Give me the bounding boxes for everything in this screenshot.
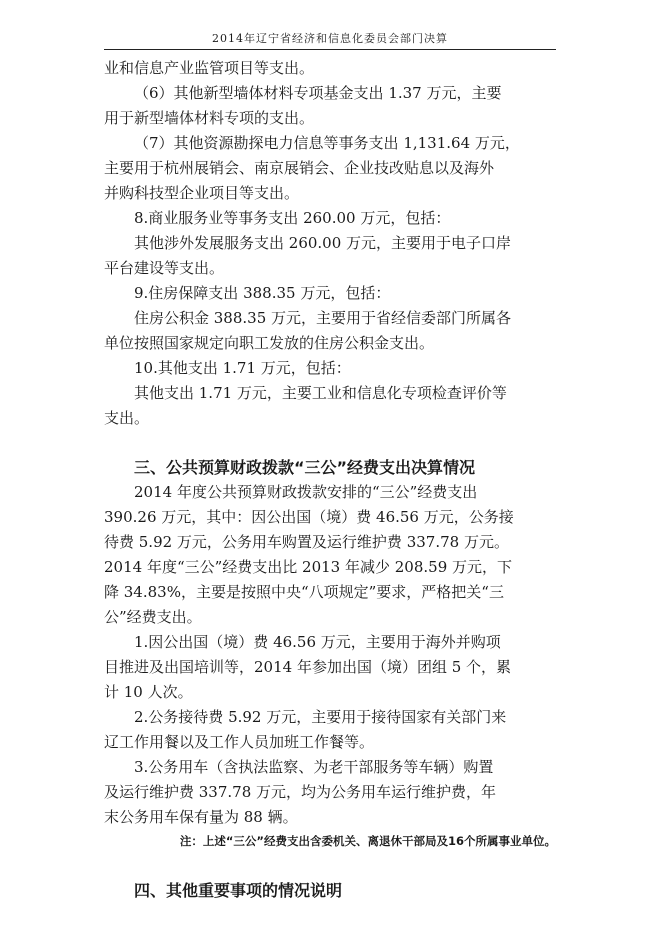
section3-line: 末公务用车保有量为 88 辆。 xyxy=(104,808,298,826)
section-heading-4: 四、其他重要事项的情况说明 xyxy=(134,881,343,900)
section3-line: 2014 年度“三公”经费支出比 2013 年减少 208.59 万元，下 xyxy=(104,558,513,576)
body-line: 其他涉外发展服务支出 260.00 万元，主要用于电子口岸 xyxy=(134,234,512,252)
body-line: （7）其他资源勘探电力信息等事务支出 1,131.64 万元， xyxy=(134,134,520,152)
body-line: 用于新型墙体材料专项的支出。 xyxy=(104,109,315,127)
section3-line: 2014 年度公共预算财政拨款安排的“三公”经费支出 xyxy=(134,483,478,501)
section3-line: 390.26 万元，其中：因公出国（境）费 46.56 万元，公务接 xyxy=(104,508,514,526)
body-line: 8.商业服务业等事务支出 260.00 万元，包括： xyxy=(134,209,451,227)
section3-line: 公”经费支出。 xyxy=(104,608,202,626)
body-line: 支出。 xyxy=(104,409,150,427)
section-heading-3: 三、公共预算财政拨款“三公”经费支出决算情况 xyxy=(134,458,476,477)
body-line: 其他支出 1.71 万元，主要工业和信息化专项检查评价等 xyxy=(134,384,507,402)
section3-line: 及运行维护费 337.78 万元，均为公务用车运行维护费，年 xyxy=(104,783,497,801)
document-body xyxy=(104,56,556,903)
section3-line: 辽工作用餐以及工作人员加班工作餐等。 xyxy=(104,733,375,751)
body-line: 住房公积金 388.35 万元，主要用于省经信委部门所属各 xyxy=(134,309,512,327)
body-line: 主要用于杭州展销会、南京展销会、企业技改贴息以及海外 xyxy=(104,159,495,177)
footnote: 注：上述“三公”经费支出含委机关、离退休干部局及16个所属事业单位。 xyxy=(179,834,556,848)
section3-line: 降 34.83%，主要是按照中央“八项规定”要求，严格把关“三 xyxy=(104,583,504,601)
section3-line: 待费 5.92 万元，公务用车购置及运行维护费 337.78 万元。 xyxy=(104,533,509,551)
body-line: 10.其他支出 1.71 万元，包括： xyxy=(134,359,351,377)
section3-line: 3.公务用车（含执法监察、为老干部服务等车辆）购置 xyxy=(134,758,494,776)
body-line: 业和信息产业监管项目等支出。 xyxy=(104,59,315,77)
body-line: （6）其他新型墙体材料专项基金支出 1.37 万元，主要 xyxy=(134,84,502,102)
header-rule xyxy=(104,49,556,50)
body-line: 并购科技型企业项目等支出。 xyxy=(104,184,300,202)
section3-line: 目推进及出国培训等，2014 年参加出国（境）团组 5 个，累 xyxy=(104,658,512,676)
body-line: 9.住房保障支出 388.35 万元，包括： xyxy=(134,284,391,302)
running-header: 2014年辽宁省经济和信息化委员会部门决算 xyxy=(212,32,448,45)
section3-line: 1.因公出国（境）费 46.56 万元，主要用于海外并购项 xyxy=(134,633,501,651)
body-line: 平台建设等支出。 xyxy=(104,259,225,277)
body-line: 单位按照国家规定向职工发放的住房公积金支出。 xyxy=(104,334,435,352)
section3-line: 2.公务接待费 5.92 万元，主要用于接待国家有关部门来 xyxy=(134,708,507,726)
section3-line: 计 10 人次。 xyxy=(104,683,193,701)
